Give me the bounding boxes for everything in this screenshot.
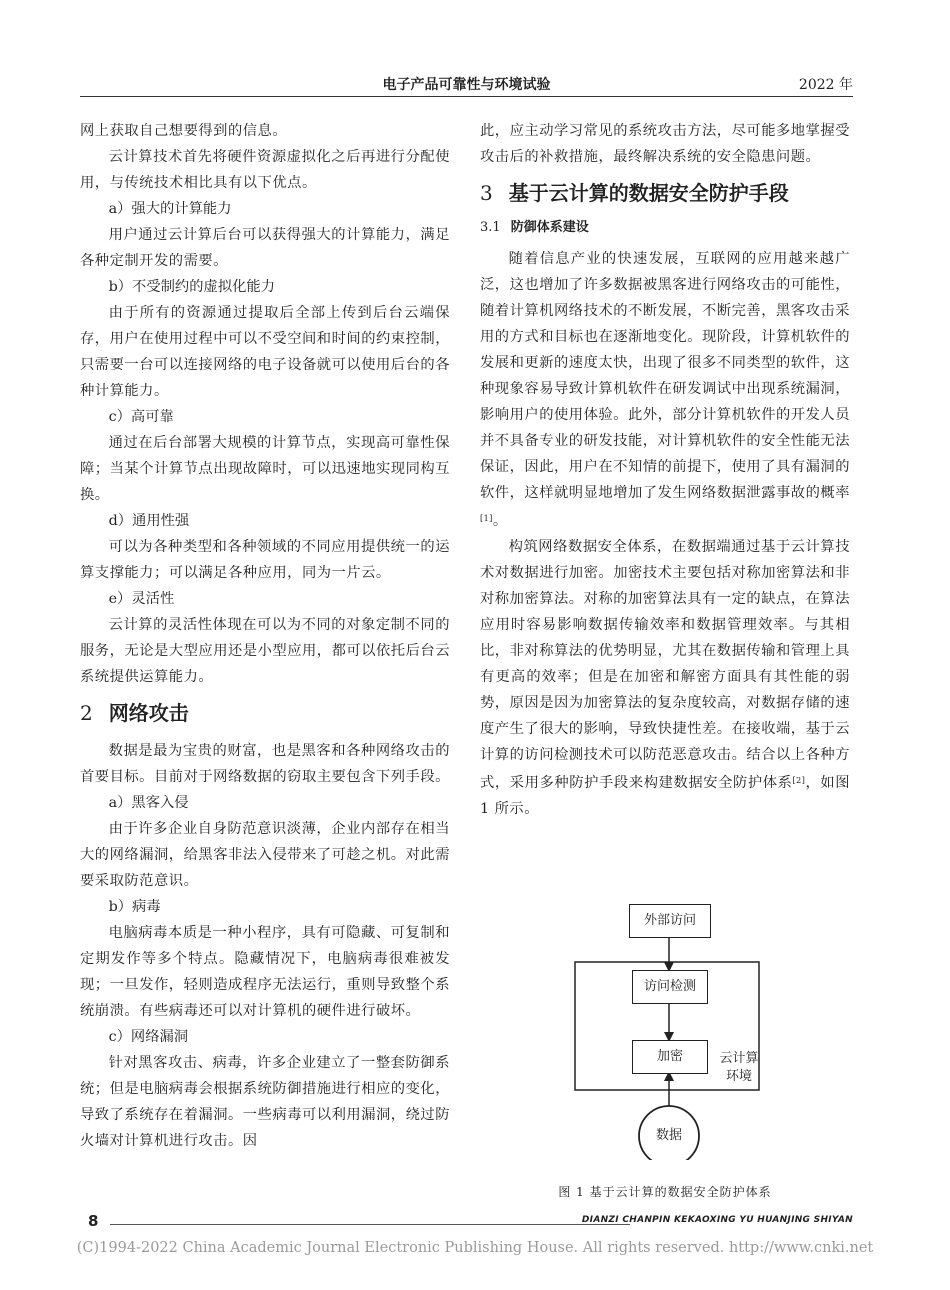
cloud-label-line2: 环境: [725, 1069, 752, 1084]
paragraph: 针对黑客攻击、病毒，许多企业建立了一整套防御系统；但是电脑病毒会根据系统防御措施进行相应的变化，导致了系统存在着漏洞。一些病毒可以利用漏洞，绕过防火墙对计算机进行攻击。因: [80, 1055, 450, 1149]
page-number: 8: [88, 1212, 99, 1230]
figure-security-diagram: [549, 900, 789, 1160]
paragraph: 此，应主动学习常见的系统攻击方法，尽可能多地掌握受攻击后的补救措施，最终解决系统的安全隐患问题。: [480, 123, 850, 165]
paragraph: 由于所有的资源通过提取后全部上传到后台云端保存，用户在使用过程中可以不受空间和时间的约束控制，只需要一台可以连接网络的电子设备就可以使用后台的各种计算能力。: [80, 305, 450, 399]
subsection-number: 3.1: [480, 220, 501, 235]
list-item-label: c）网络漏洞: [108, 1029, 189, 1045]
list-item-label: d）通用性强: [108, 513, 190, 529]
list-item-label: a）强大的计算能力: [108, 201, 232, 217]
subsection-title: 防御体系建设: [510, 220, 589, 235]
page-footer: [80, 1212, 853, 1232]
diagram-connectors: [549, 900, 789, 1160]
paragraph: 由于许多企业自身防范意识淡薄，企业内部存在相当大的网络漏洞，给黑客非法入侵带来了可趁之机。对此需要采取防范意识。: [80, 821, 450, 889]
journal-title: 电子产品可靠性与环境试验: [382, 77, 551, 93]
paragraph: 云计算技术首先将硬件资源虚拟化之后再进行分配使用，与传统技术相比具有以下优点。: [80, 149, 450, 191]
section-title: 基于云计算的数据安全防护手段: [508, 181, 789, 205]
section-number: 2: [80, 701, 93, 725]
left-column: [80, 118, 450, 1154]
paragraph-text: 构筑网络数据安全体系，在数据端通过基于云计算技术对数据进行加密。加密技术主要包括对称加密算法和非对称加密算法。对称的加密算法具有一定的缺点，在算法应用时容易影响数据传输效率和数据管理效率。与其相比，非对称算法的优势明显，尤其在数据传输和管理上具有更高的效率；但是在加密和解密方面具有其性能的弱势，原因是因为加密算法的复杂度较高，对数据存储的速度产生了很大的影响，导致快捷性差。在接收端，基于云计算的访问检测技术可以防范恶意攻击。结合以上各种方式，采用多种防护手段来构建数据安全防护体系: [480, 539, 850, 791]
right-column: [480, 118, 850, 822]
paragraph: 电脑病毒本质是一种小程序，具有可隐藏、可复制和定期发作等多个特点。隐藏情况下，电脑病毒很难被发现；一旦发作，轻则造成程序无法运行，重则导致整个系统崩溃。有些病毒还可以对计算机的硬件进行破坏。: [80, 925, 450, 1019]
paragraph: [480, 246, 850, 534]
cloud-environment-label: [715, 1050, 763, 1086]
paragraph: 云计算的灵活性体现在可以为不同的对象定制不同的服务，无论是大型应用还是小型应用，都可以依托后台云系统提供运算能力。: [80, 617, 450, 685]
footer-rule: [110, 1224, 630, 1225]
box-encryption: 加密: [632, 1040, 708, 1074]
figure-caption: 图 1 基于云计算的数据安全防护体系: [558, 1185, 772, 1199]
list-item-label: e）灵活性: [108, 591, 175, 607]
cloud-label-line1: 云计算: [719, 1051, 759, 1066]
footer-journal-name: DIANZI CHANPIN KEKAOXING YU HUANJING SHIYAN: [581, 1215, 853, 1225]
list-item-label: b）不受制约的虚拟化能力: [108, 279, 276, 295]
box-external-access: 外部访问: [629, 904, 711, 938]
citation: [2]: [792, 776, 806, 785]
header-year: 2022 年: [798, 77, 853, 93]
paragraph-end: 。: [492, 513, 508, 529]
section-number: 3: [480, 181, 493, 205]
section-title: 网络攻击: [108, 701, 189, 725]
section-heading-2: [80, 700, 450, 726]
list-item-label: c）高可靠: [108, 409, 174, 425]
paragraph: 通过在后台部署大规模的计算节点，实现高可靠性保障；当某个计算节点出现故障时，可以迅速地实现同构互换。: [80, 435, 450, 503]
list-item-label: a）黑客入侵: [108, 795, 189, 811]
paragraph: 网上获取自己想要得到的信息。: [80, 123, 288, 139]
paragraph-text: 随着信息产业的快速发展，互联网的应用越来越广泛，这也增加了许多数据被黑客进行网络攻击的可能性，随着计算机网络技术的不断发展，不断完善，黑客攻击采用的方式和目标也在逐渐地变化。现阶段，计算机软件的发展和更新的速度太快，出现了很多不同类型的软件，这种现象容易导致计算机软件在研发调试中出现系统漏洞，影响用户的使用体验。此外，部分计算机软件的开发人员并不具备专业的研发技能，对计算机软件的安全性能无法保证，因此，用户在不知情的前提下，使用了具有漏洞的软件，这样就明显地增加了发生网络数据泄露事故的概率: [480, 251, 850, 501]
paragraph-end: ，如图 1 所示。: [480, 775, 851, 817]
paragraph: 用户通过云计算后台可以获得强大的计算能力，满足各种定制开发的需要。: [80, 227, 450, 269]
box-access-detection: 访问检测: [632, 970, 708, 1004]
circle-data-label: 数据: [655, 1128, 682, 1143]
list-item-label: b）病毒: [108, 899, 161, 915]
paragraph: 可以为各种类型和各种领域的不同应用提供统一的运算支撑能力；可以满足各种应用，同为一片云。: [80, 539, 450, 581]
page-header: [80, 68, 853, 97]
paragraph: 数据是最为宝贵的财富，也是黑客和各种网络攻击的首要目标。目前对于网络数据的窃取主要包含下列手段。: [80, 743, 450, 785]
section-heading-3: [480, 180, 850, 206]
paragraph: [480, 534, 850, 822]
copyright-notice: (C)1994-2022 China Academic Journal Electronic Publishing House. All rights reserved. http://www.cnki.net: [76, 1240, 874, 1256]
citation: [1]: [480, 514, 493, 523]
subsection-heading-3-1: [480, 218, 850, 238]
